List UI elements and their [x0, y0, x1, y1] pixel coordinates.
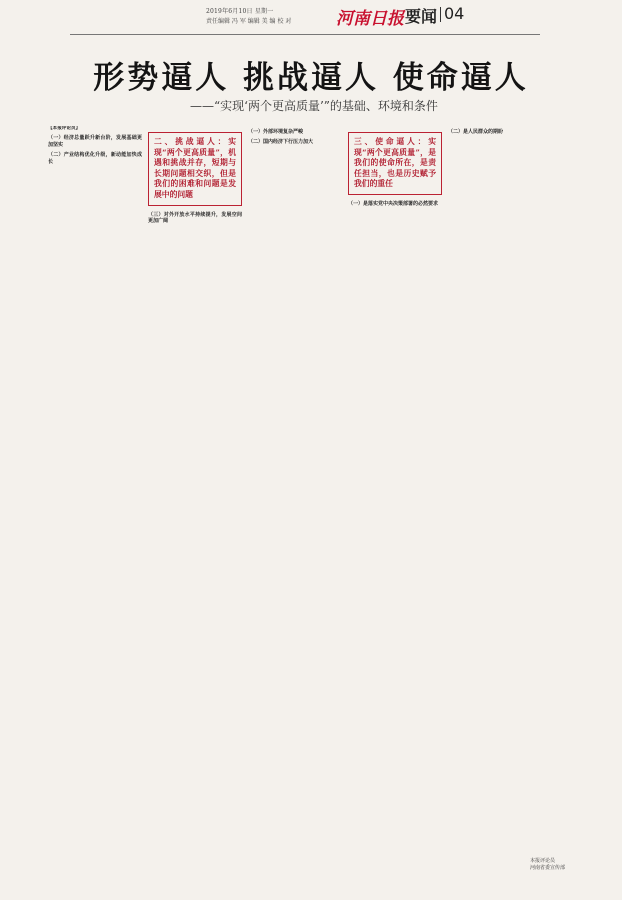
article-column-3	[248, 126, 342, 886]
page-headline: 形势逼人 挑战逼人 使命逼人	[93, 60, 529, 96]
page-subheadline: ——“实现‘两个更高质量’”的基础、环境和条件	[190, 99, 438, 113]
article-subhead: （二）产业结构优化升级，新动能加快成长	[48, 152, 142, 165]
byline-line: 本报评论员	[530, 858, 556, 864]
masthead-divider	[70, 34, 540, 35]
article-lead-name: 【本报评论员】	[48, 126, 81, 131]
pull-quote-text: 三、使命逼人：实现“两个更高质量”，是我们的使命所在，是责任担当，也是历史赋予我们的重任	[354, 137, 436, 189]
masthead	[0, 0, 622, 42]
issue-date: 2019年6月10日 星期一	[206, 8, 274, 15]
article-subhead: （一）经济总量跃升新台阶，发展基础更加坚实	[48, 135, 142, 149]
article-subhead: （一）外部环境复杂严峻	[248, 129, 304, 135]
article-column-2	[148, 126, 242, 886]
article-subhead: （三）对外开放水平持续提升，发展空间更加广阔	[148, 211, 242, 225]
article-column-4	[348, 126, 442, 886]
section-name: 要闻	[405, 7, 438, 26]
article-column-5	[448, 126, 542, 846]
article-subhead: （一）是落实党中央决策部署的必然要求	[348, 200, 439, 207]
newspaper-logo: 河南日报	[336, 9, 404, 29]
editor-credits: 责任编辑 冯 军 编辑 美 编 校 对	[206, 18, 292, 25]
page-number: 04	[444, 4, 465, 23]
article-subhead: （二）是人民群众的期盼	[448, 129, 504, 135]
article-subhead: （二）国内经济下行压力加大	[248, 138, 314, 145]
pull-quote	[348, 132, 442, 195]
byline-line: 河南省委宣传部	[530, 865, 566, 871]
article-byline	[530, 858, 565, 872]
article-column-1	[48, 126, 142, 886]
pull-quote	[148, 132, 242, 206]
pull-quote-text: 二、挑战逼人：实现“两个更高质量”，机遇和挑战并存，短期与长期问题相交织，但是我们的困难和问题是发展中的问题	[154, 137, 236, 199]
